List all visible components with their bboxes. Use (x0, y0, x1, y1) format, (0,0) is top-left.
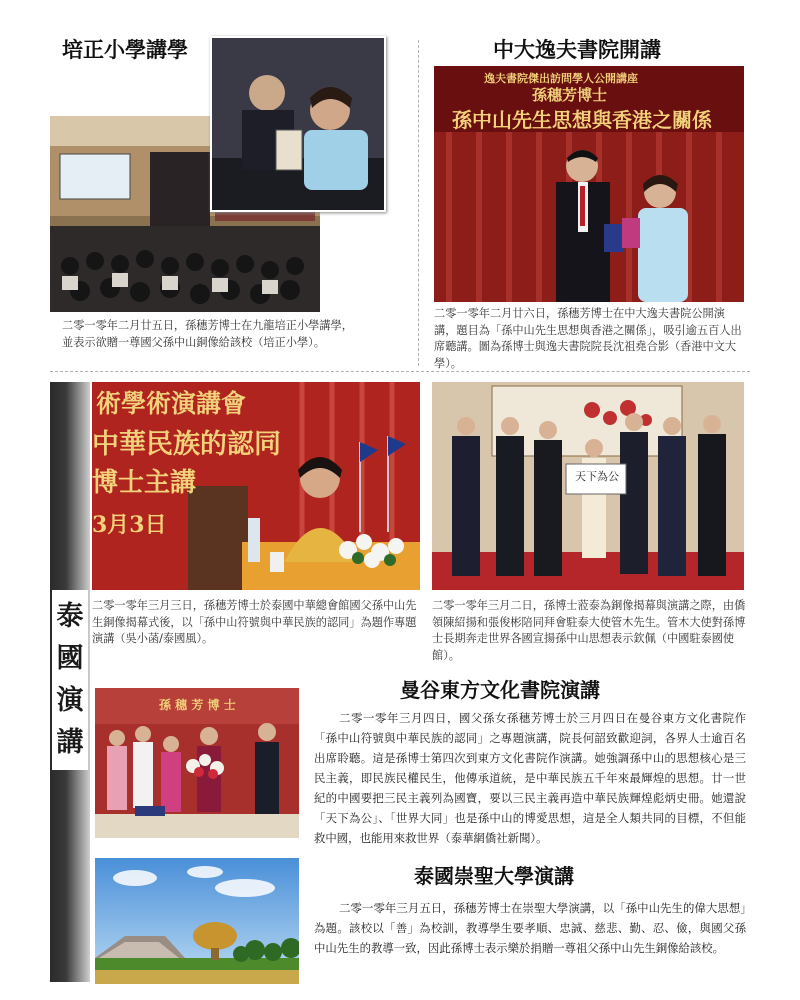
embassy-group-photo (432, 382, 744, 590)
side-char-4: 講 (56, 727, 84, 758)
chongsheng-campus-photo (95, 858, 299, 984)
thai-association-lecture-photo (92, 382, 420, 590)
shaw-banner-line1: 逸夫書院傑出訪問學人公開講座 (484, 72, 638, 85)
shaw-college-title: 中大逸夫書院開講 (493, 38, 661, 62)
column-divider (418, 40, 419, 366)
bangkok-photo-banner: 孫 穗 芳 博 士 (159, 698, 236, 712)
side-char-1: 泰 (56, 601, 84, 632)
shaw-banner-line2: 孫穗芳博士 (532, 86, 608, 104)
chongsheng-title: 泰國崇聖大學演講 (414, 864, 574, 888)
thai-banner-line2: 中華民族的認同 (92, 429, 281, 460)
bangkok-east-group-photo (95, 688, 299, 838)
thai-banner-line3: 博士主講 (92, 468, 197, 498)
shaw-college-caption: 二零一零年二月廿六日，孫穗芳博士在中大逸夫書院公開演講，題目為「孫中山先生思想與香港之關係」，吸引逾五百人出席聽講。圖為孫博士與逸夫書院院長沈祖堯合影（香港中文大學）。 (434, 307, 742, 370)
embassy-sign: 天下為公 (575, 470, 619, 483)
pui-ching-caption: 二零一零年二月廿五日，孫穗芳博士在九龍培正小學講學，並表示欲贈一尊國父孫中山銅像給該校（培正小學）。 (62, 319, 353, 349)
bangkok-east-title: 曼谷東方文化書院演講 (400, 678, 600, 702)
chongsheng-body: 二零一零年三月五日，孫穗芳博士在崇聖大學演講，以「孫中山先生的偉大思想」為題。該校以「善」為校訓，教導學生要孝順、忠誠、慈悲、勤、忍、儉，與國父孫中山先生的教導一致，因此孫博士表示樂於捐贈一尊祖父孫中山先生銅像給該校。 (314, 901, 746, 955)
pui-ching-title: 培正小學講學 (62, 38, 188, 62)
shaw-banner-line3: 孫中山先生思想與香港之關係 (452, 108, 712, 132)
thai-banner-line1: 術學術演講會 (96, 389, 247, 418)
thailand-side-label (52, 590, 88, 770)
thai-banner-line4: 3月3日 (92, 512, 167, 538)
shaw-college-lecture-photo (434, 66, 744, 302)
pui-ching-speaker-inset-photo (210, 36, 386, 212)
bangkok-east-body: 二零一零年三月四日，國父孫女孫穗芳博士於三月四日在曼谷東方文化書院作「孫中山符號與中華民族的認同」之專題演講，院長何韶致歡迎詞，各界人士逾百名出席聆聽。這是孫博士第四次到東方文化書院作演講。她強調孫中山的思想核心是三民主義，即民族民權民生，他傳承道統，是中華民族五千年來最輝煌的思想。廿一世紀的中國要把三民主義列為國寶，要以三民主義再造中華民族輝煌彪炳史冊。她還說「天下為公」、「世界大同」也是孫中山的博愛思想，這是全人類共同的目標，不但能救中國，也能用來救世界（泰華網僑社新聞）。 (314, 711, 746, 845)
thai-association-caption: 二零一零年三月三日，孫穗芳博士於泰國中華總會館國父孫中山先生銅像揭幕式後，以「孫中山符號與中華民族的認同」為題作專題演講（吳小菡/泰國風）。 (92, 599, 417, 645)
embassy-caption: 二零一零年三月二日，孫博士蒞泰為銅像揭幕與演講之際，由僑領陳紹揚和張俊彬陪同拜會駐泰大使管木先生。管木大使對孫博士長期奔走世界各國宣揚孫中山思想表示欽佩（中國駐泰國使館）。 (432, 599, 746, 662)
side-char-3: 演 (56, 685, 84, 716)
side-char-2: 國 (56, 643, 84, 674)
section-divider (50, 371, 750, 372)
